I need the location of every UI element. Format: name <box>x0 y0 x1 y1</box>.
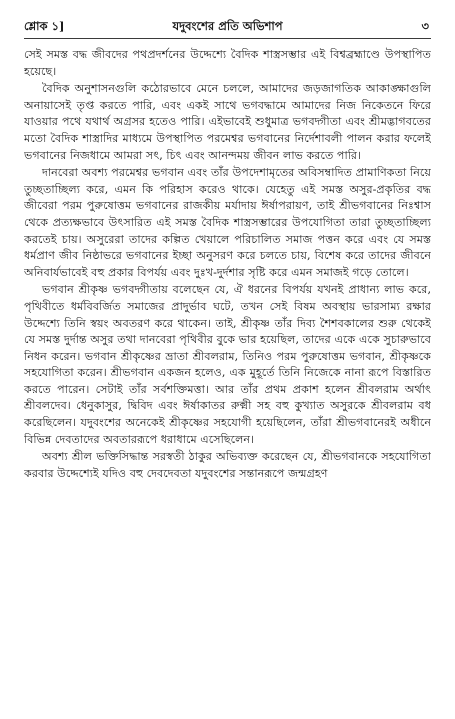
page <box>24 16 431 706</box>
paragraph: দানবেরা অবশ্য পরমেশ্বর ভগবান এবং তাঁর উপদেশামৃতের অবিসম্বাদিত প্রামাণিকতা নিয়ে তুচ্ছতাচ্ছিল্য করে, এমন কি পরিহাস করেও থাকে। যেহেতু এই সমস্ত অসুর-প্রকৃতির বদ্ধ জীবেরা পরম পুরুষোত্তম ভগবানের রাজকীয় মর্যাদায় ঈর্ষাপরায়ণ, তাই শ্রীভগবানের নিঃশ্বাস থেকে প্রত্যক্ষভাবে উৎসারিত এই সমস্ত বৈদিক শাস্ত্রসম্ভারের উপযোগিতা তারা তুচ্ছতাচ্ছিল্য করতেই চায়। অসুরেরা তাদের কল্পিত খেয়ালে পরিচালিত সমাজ পত্তন করে এবং যে সমস্ত ধর্মপ্রাণ জীব নিষ্ঠাভরে ভগবানের ইচ্ছা অনুসরণ করে চলতে চায়, বিশেষ করে তাদের জীবনে অনিবার্যভাবেই বহু প্রকার বিপর্যয় এবং দুঃখ-দুর্দশার সৃষ্টি করে এমন সমাজই গড়ে তোলে। <box>24 166 431 279</box>
running-header <box>24 16 431 39</box>
body-text <box>24 47 431 482</box>
paragraph: সেই সমস্ত বদ্ধ জীবদের পথপ্রদর্শনের উদ্দেশ্যে বৈদিক শাস্ত্রসম্ভার এই বিশ্বব্রহ্মাণ্ডে উপস্থাপিত হয়েছে। <box>24 48 431 78</box>
chapter-title: যদুবংশের প্রতি অভিশাপ <box>172 19 283 33</box>
paragraph: ভগবান শ্রীকৃষ্ণ ভগবদ্গীতায় বলেছেন যে, ঐ ধরনের বিপর্যয় যখনই প্রাধান্য লাভ করে, পৃথিবীতে ধর্মবিবর্জিত সমাজের প্রাদুর্ভাব ঘটে, তখন সেই বিষম অবস্থায় ভারসাম্য রক্ষার উদ্দেশ্যে তিনি স্বয়ং অবতরণ করে থাকেন। তাই, শ্রীকৃষ্ণ তাঁর দিব্য শৈশবকালের শুরু থেকেই যে সমস্ত দুর্দান্ত অসুর তথা দানবেরা পৃথিবীর বুকে ভার হয়েছিল, তাদের একে একে সুচারুভাবে নিধন করেন। ভগবান শ্রীকৃষ্ণের ভ্রাতা শ্রীবলরাম, তিনিও পরম পুরুষোত্তম ভগবান, শ্রীকৃষ্ণকে সহযোগিতা করেন। শ্রীভগবান একজন হলেও, এক মুহূর্তে তিনি নিজেকে নানা রূপে বিস্তারিত করতে পারেন। সেটাই তাঁর সর্বশক্তিমত্তা। আর তাঁর প্রথম প্রকাশ হলেন শ্রীবলরাম অর্থাৎ শ্রীবলদেব। ধেনুকাসুর, দ্বিবিদ এবং ঈর্ষাকাতর রুক্মী সহ বহু কুখ্যাত অসুরকে শ্রীবলরাম বধ করেছিলেন। যদুবংশের অনেকেই শ্রীকৃষ্ণের সহযোগী হয়েছিলেন, তাঁরা শ্রীভগবানেরই অধীনে বিভিন্ন দেবতাদের অবতাররূপে ধরাধামে এসেছিলেন। <box>24 283 431 446</box>
paragraph: বৈদিক অনুশাসনগুলি কঠোরভাবে মেনে চললে, আমাদের জড়জাগতিক আকাঙ্ক্ষাগুলি অনায়াসেই তৃপ্ত করতে পারি, এবং একই সাথে ভগবদ্ধামে আমাদের নিজ নিকেতনে ফিরে যাওয়ার পথে যথার্থ অগ্রসর হতেও পারি। এইভাবেই শুধুমাত্র ভগবদ্গীতা এবং শ্রীমদ্ভাগবতের মতো বৈদিক শাস্ত্রাদির মাধ্যমে উপস্থাপিত পরমেশ্বর ভগবানের নির্দেশাবলী পালন করার ফলেই ভগবানের নিজধামে আমরা সৎ, চিৎ এবং আনন্দময় জীবন লাভ করতে পারি। <box>24 82 431 162</box>
paragraph: অবশ্য শ্রীল ভক্তিসিদ্ধান্ত সরস্বতী ঠাকুর অভিব্যক্ত করেছেন যে, শ্রীভগবানকে সহযোগিতা করবার উদ্দেশ্যেই যদিও বহু দেবদেবতা যদুবংশের সন্তানরূপে জন্মগ্রহণ <box>24 450 431 480</box>
page-number: ৩ <box>421 19 429 33</box>
verse-label: শ্লোক ১] <box>24 19 65 33</box>
